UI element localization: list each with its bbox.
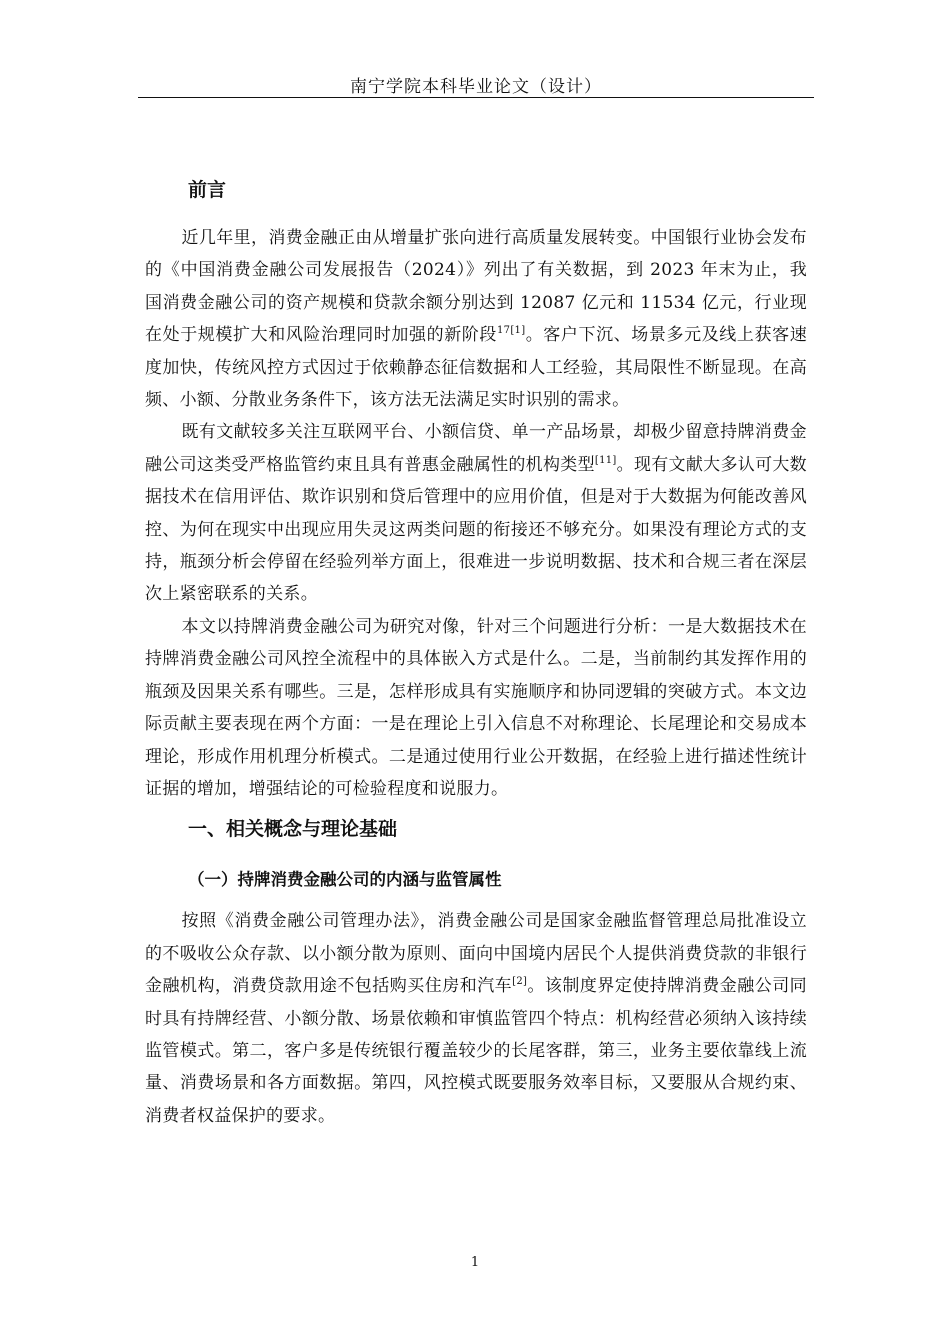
paragraph: 既有文献较多关注互联网平台、小额信贷、单一产品场景，却极少留意持牌消费金融公司这类受严格监管约束且具有普惠金融属性的机构类型[11]。现有文献大多认可大数据技术在信用评估、欺诈识别和贷后管理中的应用价值，但是对于大数据为何能改善风控、为何在现实中出现应用失灵这两类问题的衔接还不够充分。如果没有理论方式的支持，瓶颈分析会停留在经验列举方面上，很难进一步说明数据、技术和合规三者在深层次上紧密联系的关系。 [145,422,807,605]
page-number: 1 [470,1255,480,1270]
heading-section-one: 一、相关概念与理论基础 [188,818,398,841]
paragraph: 本文以持牌消费金融公司为研究对像，针对三个问题进行分析：一是大数据技术在持牌消费金融公司风控全流程中的具体嵌入方式是什么。二是，当前制约其发挥作用的瓶颈及因果关系有哪些。三是，怎样形成具有实施顺序和协同逻辑的突破方式。本文边际贡献主要表现在两个方面：一是在理论上引入信息不对称理论、长尾理论和交易成本理论，形成作用机理分析模式。二是通过使用行业公开数据，在经验上进行描述性统计证据的增加，增强结论的可检验程度和说服力。 [145,616,807,799]
paragraph: 按照《消费金融公司管理办法》，消费金融公司是国家金融监督管理总局批准设立的不吸收公众存款、以小额分散为原则、面向中国境内居民个人提供消费贷款的非银行金融机构，消费贷款用途不包括购买住房和汽车[2]。该制度界定使持牌消费金融公司同时具有持牌经营、小额分散、场景依赖和审慎监管四个特点：机构经营必须纳入该持续监管模式。第二，客户多是传统银行覆盖较少的长尾客群，第三，业务主要依靠线上流量、消费场景和各方面数据。第四，风控模式既要服务效率目标，又要服从合规约束、消费者权益保护的要求。 [145,911,807,1126]
subheading-section-one-1: （一）持牌消费金融公司的内涵与监管属性 [188,870,502,890]
running-header: 南宁学院本科毕业论文（设计） [350,77,602,97]
citation-ref: [11] [594,454,617,466]
paragraph: 近几年里，消费金融正由从增量扩张向进行高质量发展转变。中国银行业协会发布的《中国消费金融公司发展报告（2024）》列出了有关数据，到 2023 年末为止，我国消费金融公司的资产规模和贷款余额分别达到 12087 亿元和 11534 亿元，行业现在处于规模扩大和风险治理同时加强的新阶段$^{17[1]}$。客户下沉、场景多元及线上获客速度加快，传统风控方式因过于依赖静态征信数据和人工经验，其局限性不断显现。在高频、小额、分散业务条件下，该方法无法满足实时识别的需求。 [145,228,807,411]
body-content [145,170,807,1132]
header-rule [138,97,814,98]
citation-ref: [2] [512,976,528,988]
citation-ref: 17[1] [497,325,526,337]
heading-preface: 前言 [188,179,227,201]
